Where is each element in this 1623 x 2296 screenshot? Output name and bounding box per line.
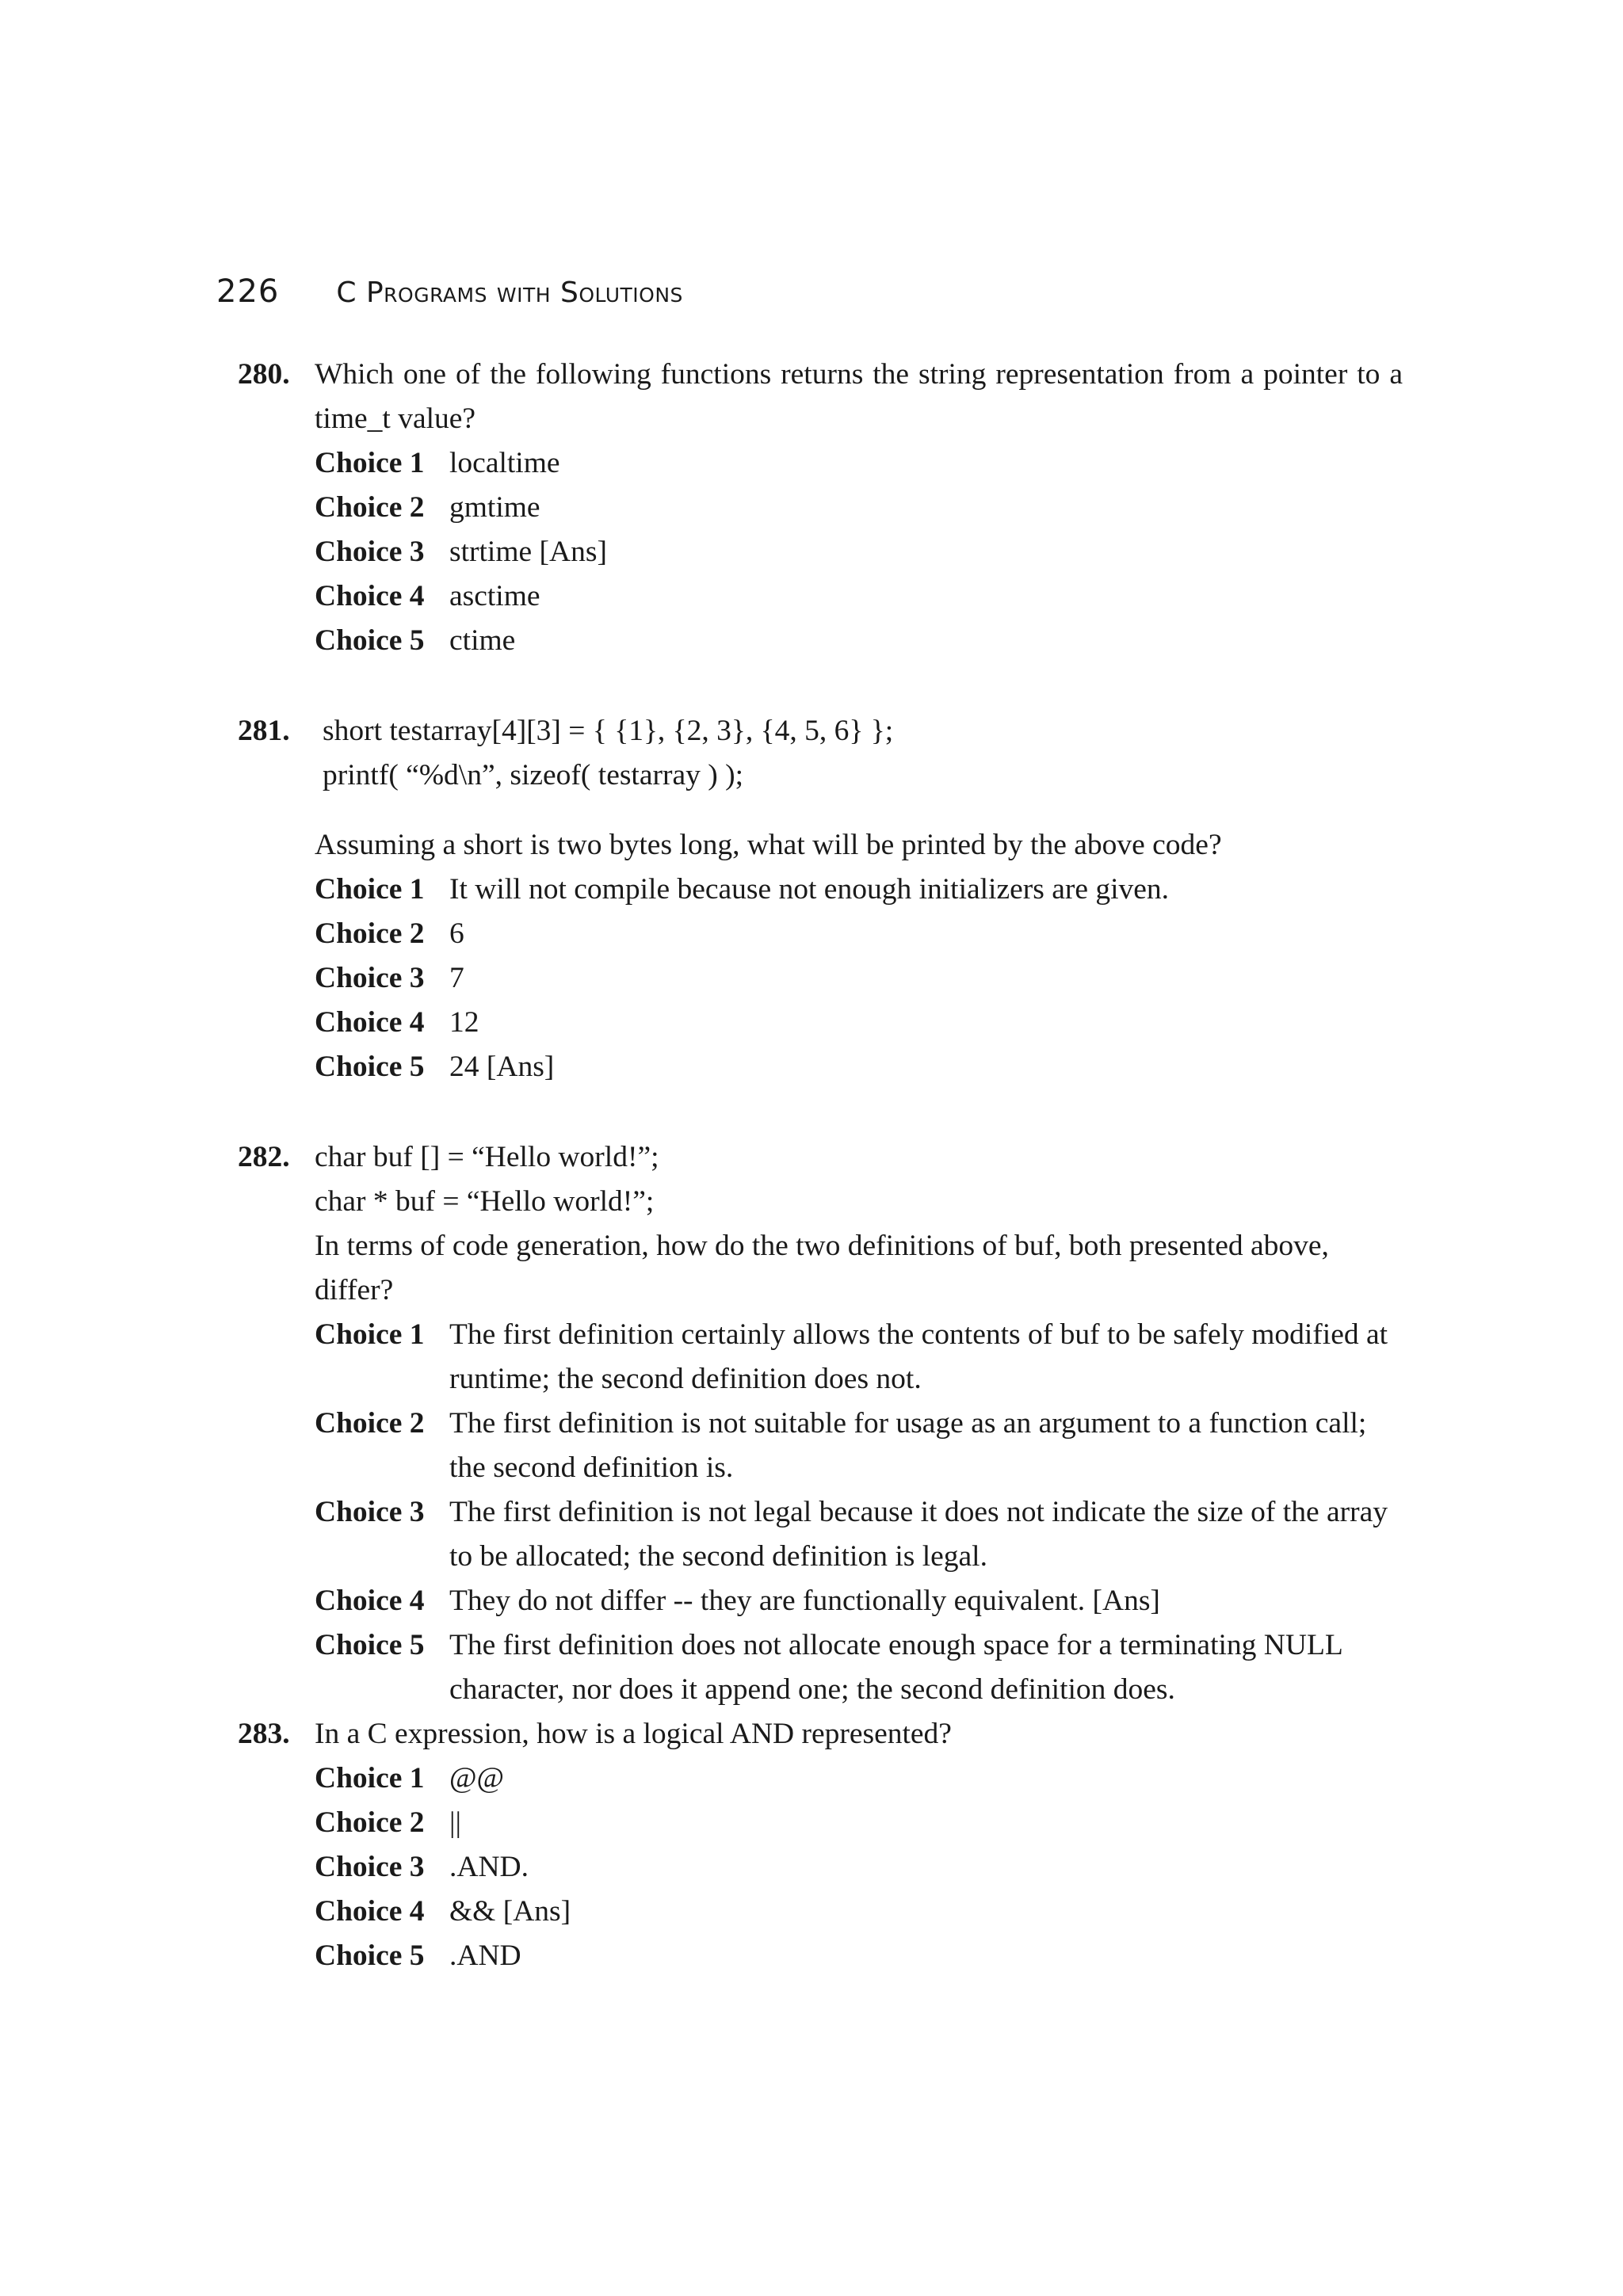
choice-label: Choice 4	[315, 1585, 425, 1617]
choice-text: ctime	[449, 624, 516, 657]
choice-2	[315, 912, 1403, 956]
choice-text: asctime	[449, 580, 540, 612]
choice-5	[315, 1045, 1403, 1089]
choice-label: Choice 4	[315, 1895, 425, 1928]
choice-4	[315, 1890, 1403, 1934]
choice-label: Choice 2	[315, 1806, 425, 1839]
question-text: Assuming a short is two bytes long, what will be printed by the above code?	[315, 829, 1222, 861]
choice-2	[315, 1801, 1403, 1845]
choice-1	[315, 1313, 1403, 1402]
page-header	[216, 273, 683, 310]
question-282	[238, 1135, 1403, 1712]
choice-3	[315, 1490, 1403, 1579]
choice-text: ||	[449, 1806, 462, 1839]
choice-3	[315, 1845, 1403, 1890]
choice-label: Choice 1	[315, 1318, 425, 1351]
page-number: 226	[216, 273, 280, 310]
code-line: printf( “%d\n”, sizeof( testarray ) );	[323, 759, 744, 791]
choice-label: Choice 4	[315, 1006, 425, 1039]
choice-label: Choice 3	[315, 1496, 425, 1528]
choice-label: Choice 3	[315, 536, 425, 568]
question-number: 280.	[238, 358, 290, 391]
choice-text: The first definition is not suitable for usage as an argument to a function call; the second definition is.	[449, 1407, 1367, 1484]
choice-text: localtime	[449, 447, 560, 479]
choice-label: Choice 1	[315, 447, 425, 479]
choice-text: @@	[449, 1762, 505, 1794]
choice-label: Choice 5	[315, 1939, 425, 1972]
question-text: time_t value?	[315, 402, 476, 435]
choice-text: They do not differ -- they are functionally equivalent. [Ans]	[449, 1585, 1160, 1617]
choice-2	[315, 486, 1403, 530]
choice-label: Choice 3	[315, 1851, 425, 1883]
choice-1	[315, 1756, 1403, 1801]
question-280	[238, 353, 1403, 663]
choice-text: The first definition is not legal because it does not indicate the size of the array to be allocated; the second definition is legal.	[449, 1496, 1388, 1573]
choice-5	[315, 1934, 1403, 1978]
question-number: 283.	[238, 1718, 290, 1750]
choice-5	[315, 619, 1403, 663]
question-text: In a C expression, how is a logical AND represented?	[315, 1718, 952, 1750]
choice-text: 24 [Ans]	[449, 1051, 555, 1083]
choice-text: && [Ans]	[449, 1895, 571, 1928]
choice-label: Choice 5	[315, 624, 425, 657]
question-281	[238, 709, 1403, 1089]
question-number: 282.	[238, 1141, 290, 1173]
choice-4	[315, 1579, 1403, 1623]
choice-text: .AND	[449, 1939, 521, 1972]
choice-text: 7	[449, 962, 464, 994]
choice-4	[315, 1001, 1403, 1045]
choice-5	[315, 1623, 1403, 1712]
choice-label: Choice 3	[315, 962, 425, 994]
choice-text: .AND.	[449, 1851, 529, 1883]
question-number: 281.	[238, 715, 290, 747]
choice-3	[315, 956, 1403, 1001]
choice-4	[315, 574, 1403, 619]
choice-2	[315, 1402, 1403, 1490]
question-text: In terms of code generation, how do the two definitions of buf, both presented above, differ?	[315, 1230, 1329, 1306]
choice-label: Choice 1	[315, 1762, 425, 1794]
question-text: Which one of the following functions returns the string representation from a pointer to a	[315, 358, 1403, 391]
choice-text: gmtime	[449, 491, 540, 524]
question-text: char * buf = “Hello world!”;	[315, 1185, 655, 1218]
choice-label: Choice 5	[315, 1051, 425, 1083]
choice-label: Choice 2	[315, 917, 425, 950]
choice-label: Choice 1	[315, 873, 425, 906]
choice-3	[315, 530, 1403, 574]
choice-text: It will not compile because not enough initializers are given.	[449, 873, 1170, 906]
choice-text: 12	[449, 1006, 479, 1039]
choice-label: Choice 2	[315, 491, 425, 524]
question-text: char buf [] = “Hello world!”;	[315, 1141, 659, 1173]
choice-1	[315, 868, 1403, 912]
choice-label: Choice 4	[315, 580, 425, 612]
choice-text: 6	[449, 917, 464, 950]
choice-text: The first definition certainly allows the contents of buf to be safely modified at runtime; the second definition does not.	[449, 1318, 1388, 1395]
question-283	[238, 1712, 1403, 1978]
page-content	[238, 353, 1403, 1978]
choice-label: Choice 5	[315, 1629, 425, 1661]
choice-text: strtime [Ans]	[449, 536, 607, 568]
choice-text: The first definition does not allocate enough space for a terminating NULL character, nor does it append one; the second definition does.	[449, 1629, 1342, 1706]
choice-1	[315, 441, 1403, 486]
choice-label: Choice 2	[315, 1407, 425, 1440]
running-title: C Programs with Solutions	[336, 277, 683, 309]
code-line: short testarray[4][3] = { {1}, {2, 3}, {4, 5, 6} };	[323, 715, 894, 747]
